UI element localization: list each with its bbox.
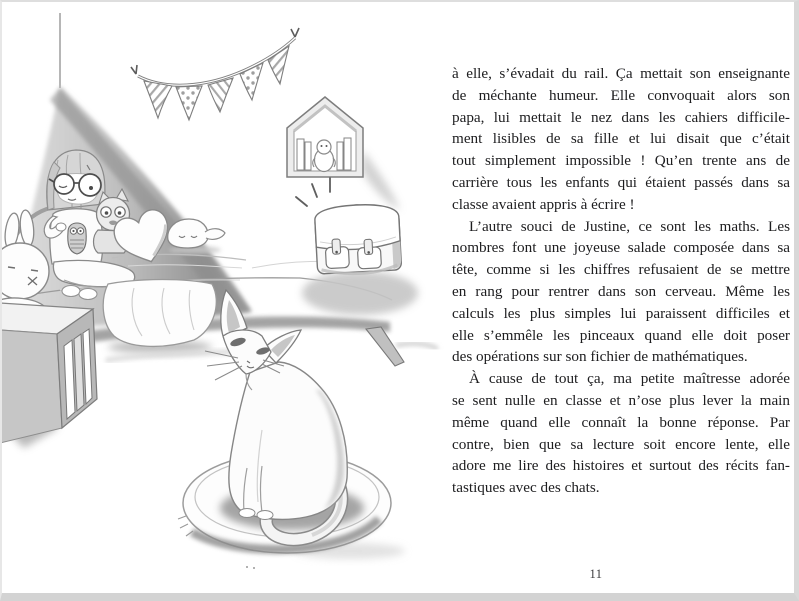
text-line: tout simplement impossible ! Qu’en trente ans de <box>452 152 790 170</box>
paragraph <box>452 216 790 369</box>
text-line: elle s’emmêle les pinceaux quand elle doit poser <box>452 326 790 344</box>
text-line: calculs les plus simples lui paraissent difficiles et <box>452 304 790 322</box>
girl-foot <box>79 289 97 300</box>
girl-foot <box>62 286 80 297</box>
text-line: tastiques avec des chats. <box>452 479 600 497</box>
text-line: papa, lui mettait le nez dans les cahiers difficile- <box>452 108 790 126</box>
text-line: carrière tous les enfants qui étaient passés dans sa <box>452 173 790 191</box>
cat-paw <box>257 511 273 520</box>
text-line: de méchante humeur. Elle convoquait alors son <box>452 86 790 104</box>
emphasis-lines <box>296 178 330 206</box>
bookcase <box>0 303 97 448</box>
cat-paw <box>239 509 255 518</box>
text-line: adore me lire des histoires et surtout des récits fan- <box>452 457 790 475</box>
pennant-flag <box>208 78 233 112</box>
text-line: À cause de tout ça, ma petite maîtresse adorée <box>469 370 790 388</box>
sleeping-plush <box>168 219 225 254</box>
text-line: contre, bien que sa lecture soit encore lente, elle <box>452 435 790 453</box>
paragraph <box>452 63 790 216</box>
garland-hook-left <box>131 65 137 74</box>
pennant-flag <box>144 81 172 118</box>
bed-corner-shading <box>302 271 418 315</box>
text-line: classe avaient appris à écrire ! <box>452 195 635 213</box>
text-line: en rang pour rentrer dans son cerveau. Même les <box>452 282 790 300</box>
text-line: se sent nulle en classe et n’ose plus lever la main <box>452 391 790 409</box>
text-line: ment lisibles de sa fille et lui disait que c’était <box>452 130 790 148</box>
text-line: nombres font une joyeuse salade composée dans sa <box>452 239 790 257</box>
page-number: 11 <box>589 567 603 581</box>
pennant-flag <box>176 86 202 120</box>
cat-body <box>229 362 347 519</box>
girl-hand <box>56 223 66 231</box>
text-line: des opérations sur son fichier de mathématiques. <box>452 348 748 366</box>
text-line: à elle, s’évadait du rail. Ça mettait son enseignante <box>452 65 790 82</box>
text-line: même quand elle connaît la bonne réponse. Par <box>452 413 790 431</box>
garland-hook-right <box>291 28 299 37</box>
house-shelf-shadow <box>361 150 400 210</box>
text-line: tête, comme si les chiffres refusaient de se mettre <box>452 261 790 279</box>
text-column <box>452 63 790 499</box>
pennant-flag <box>240 63 263 100</box>
school-satchel <box>296 178 418 315</box>
paragraph <box>452 368 790 499</box>
house-shelf <box>287 97 400 210</box>
owl-print <box>68 223 86 254</box>
blanket-drape <box>103 280 216 355</box>
bunting-garland <box>131 28 299 120</box>
text-line: L’autre souci de Justine, ce sont les maths. Les <box>469 217 790 235</box>
